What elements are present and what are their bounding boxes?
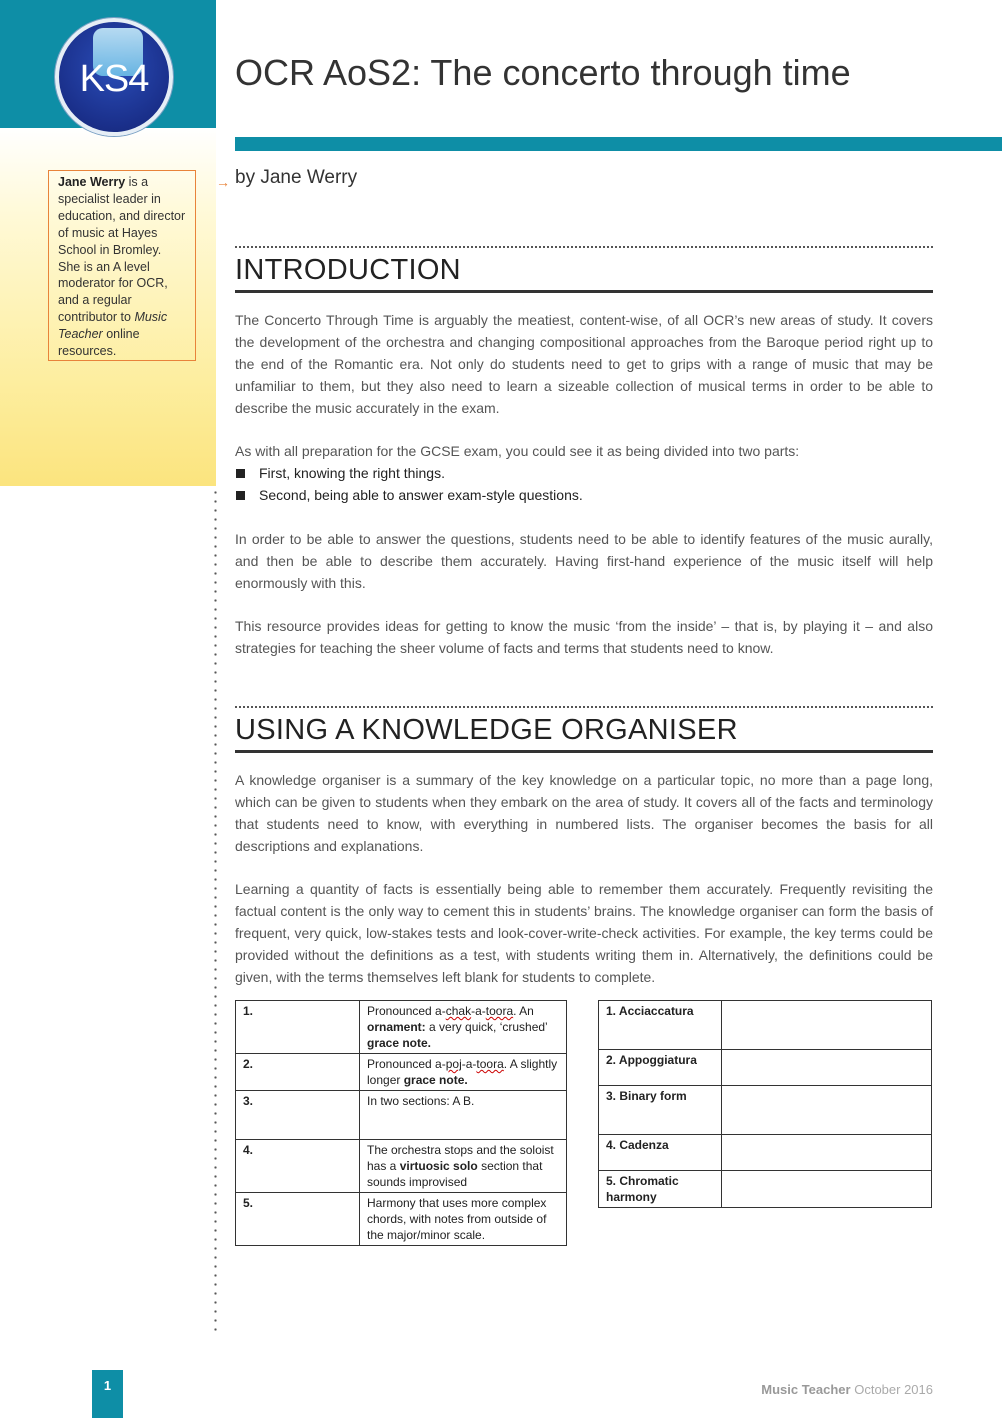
term-cell: 5. Chromatic harmony bbox=[599, 1171, 722, 1208]
introduction-heading: INTRODUCTION bbox=[235, 254, 461, 286]
byline-arrow-icon: → bbox=[216, 174, 230, 190]
terms-table bbox=[598, 1000, 932, 1208]
badge-label: KS4 bbox=[79, 58, 149, 100]
title-rule bbox=[235, 137, 1002, 151]
intro-paragraph-3: In order to be able to answer the questions, students need to be able to identify features of the music aurally, and then be able to describe them accurately. Having first-hand experience of the music itself will help enormously with this. bbox=[235, 531, 933, 591]
blank-definition-cell[interactable] bbox=[722, 1050, 932, 1086]
bio-name: Jane Werry bbox=[58, 175, 126, 189]
page-number: 1 bbox=[92, 1370, 123, 1418]
knowledge-organiser-heading: USING A KNOWLEDGE ORGANISER bbox=[235, 714, 738, 746]
blank-definition-cell[interactable] bbox=[722, 1135, 932, 1171]
list-item: First, knowing the right things. bbox=[235, 462, 933, 484]
table-row bbox=[236, 1001, 567, 1054]
term-cell: 2. Appoggiatura bbox=[599, 1050, 722, 1086]
table-row bbox=[599, 1050, 932, 1086]
definition-cell: The orchestra stops and the soloist has a virtuosic solo section that sounds improvised bbox=[360, 1140, 567, 1193]
ks4-badge bbox=[55, 18, 173, 136]
dotted-divider bbox=[235, 246, 933, 248]
definition-cell: Pronounced a-chak-a-toora. An ornament: a very quick, ‘crushed’ grace note. bbox=[360, 1001, 567, 1054]
intro-paragraph-1: The Concerto Through Time is arguably the meatiest, content-wise, of all OCR’s new areas of study. It covers the development of the orchestra and changing compositional approaches from the Baroque period right up to the end of the Romantic era. Not only do students need to get to grips with a range of music that may be unfamiliar to them, but they also need to learn a sizeable collection of musical terms in order to be able to describe the music accurately in the exam. bbox=[235, 312, 933, 416]
definition-cell: Pronounced a-poj-a-toora. A slightly longer grace note. bbox=[360, 1054, 567, 1091]
table-row bbox=[599, 1171, 932, 1208]
definition-cell: In two sections: A B. bbox=[360, 1091, 567, 1140]
blank-definition-cell[interactable] bbox=[722, 1086, 932, 1135]
intro-paragraph-4: This resource provides ideas for getting to know the music ‘from the inside’ – that is, by playing it – and also strategies for teaching the sheer volume of facts and terms that students need to know. bbox=[235, 618, 933, 656]
dotted-divider bbox=[235, 706, 933, 708]
definitions-table bbox=[235, 1000, 567, 1246]
term-cell: 1. Acciaccatura bbox=[599, 1001, 722, 1050]
footer-publication: Music Teacher bbox=[761, 1382, 851, 1397]
blank-definition-cell[interactable] bbox=[722, 1001, 932, 1050]
author-bio bbox=[48, 170, 196, 361]
table-row bbox=[236, 1091, 567, 1140]
blank-definition-cell[interactable] bbox=[722, 1171, 932, 1208]
heading-rule bbox=[235, 290, 933, 293]
table-row bbox=[599, 1001, 932, 1050]
row-number: 3. bbox=[236, 1091, 360, 1140]
footer-date: October 2016 bbox=[850, 1382, 933, 1397]
bio-text-1: is a specialist leader in education, and director of music at Hayes School in Bromley. She is an A level moderator for OCR, and a regular contributor to bbox=[58, 175, 186, 325]
table-row bbox=[236, 1054, 567, 1091]
intro-bullet-list bbox=[235, 462, 933, 506]
footer-credit bbox=[761, 1382, 933, 1397]
ko-paragraph-1: A knowledge organiser is a summary of the key knowledge on a particular topic, no more than a page long, which can be given to students when they embark on the area of study. It covers all of the facts and terminology that students need to know, with everything in numbered lists. The organiser becomes the basis for all descriptions and explanations. bbox=[235, 772, 933, 854]
heading-rule bbox=[235, 750, 933, 753]
table-row bbox=[599, 1086, 932, 1135]
row-number: 1. bbox=[236, 1001, 360, 1054]
term-cell: 3. Binary form bbox=[599, 1086, 722, 1135]
row-number: 4. bbox=[236, 1140, 360, 1193]
row-number: 2. bbox=[236, 1054, 360, 1091]
table-row bbox=[599, 1135, 932, 1171]
ko-paragraph-2: Learning a quantity of facts is essentially being able to remember them accurately. Frequently revisiting the factual content is the only way to cement this in students’ brains. The knowledge organiser can form the basis of frequent, very quick, low-stakes tests and look-cover-write-check activities. For example, the key terms could be provided without the definitions as a test, with students writing them in. Alternatively, the definitions could be given, with the terms themselves left blank for students to complete. bbox=[235, 881, 933, 985]
byline: by Jane Werry bbox=[235, 167, 358, 188]
row-number: 5. bbox=[236, 1193, 360, 1246]
table-row bbox=[236, 1140, 567, 1193]
bio-publication: Music Teacher bbox=[58, 310, 168, 342]
list-item: Second, being able to answer exam-style questions. bbox=[235, 484, 933, 506]
term-cell: 4. Cadenza bbox=[599, 1135, 722, 1171]
vertical-dotted-divider bbox=[214, 488, 217, 1333]
bio-text-2: online resources. bbox=[58, 327, 140, 359]
table-row bbox=[236, 1193, 567, 1246]
page-title: OCR AoS2: The concerto through time bbox=[235, 52, 851, 93]
intro-paragraph-2: As with all preparation for the GCSE exam, you could see it as being divided into two parts: bbox=[235, 443, 800, 459]
definition-cell: Harmony that uses more complex chords, with notes from outside of the major/minor scale. bbox=[360, 1193, 567, 1246]
